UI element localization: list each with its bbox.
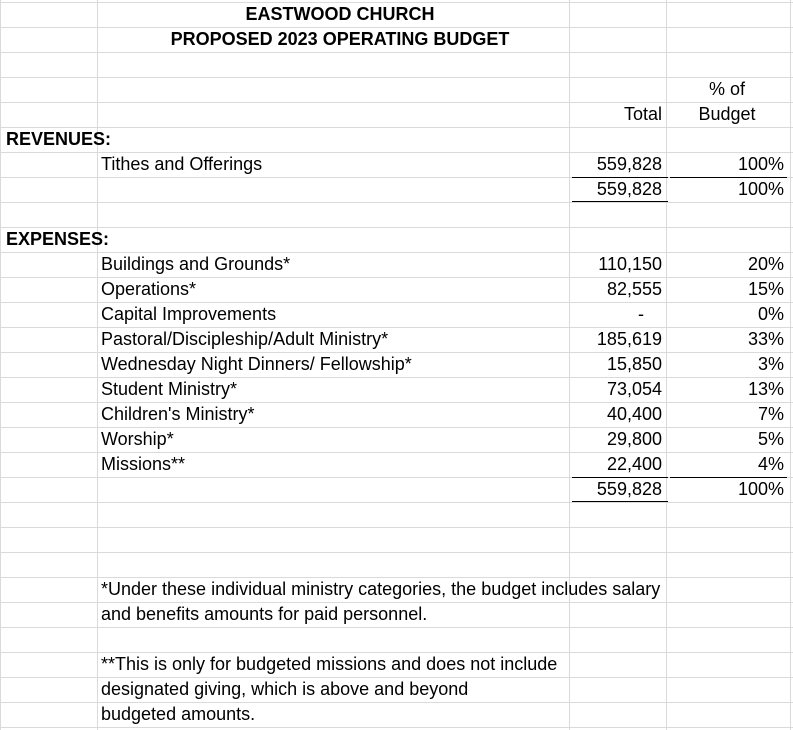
expense-item-total: 185,619 — [596, 329, 662, 349]
expense-item-name: Operations* — [101, 279, 197, 299]
expense-item-pct: 7% — [757, 404, 784, 424]
subtotal-underline — [572, 501, 668, 502]
column-divider — [790, 0, 791, 730]
expense-item-name: Student Ministry* — [101, 379, 238, 399]
expense-item-pct: 3% — [757, 354, 784, 374]
expenses-label: EXPENSES: — [6, 229, 110, 249]
column-divider — [666, 0, 667, 730]
header-pct-line1: % of — [708, 79, 746, 99]
expense-item-pct: 5% — [757, 429, 784, 449]
header-pct-line2: Budget — [698, 104, 756, 124]
expense-item-pct: 15% — [747, 279, 784, 299]
expense-item-name: Missions** — [101, 454, 186, 474]
expense-item-total: 15,850 — [606, 354, 662, 374]
expense-item-pct: 33% — [747, 329, 784, 349]
revenue-subtotal-total: 559,828 — [596, 179, 662, 199]
expense-item-total: 110,150 — [598, 254, 662, 274]
expense-item-total: 73,054 — [606, 379, 662, 399]
title-line1: EASTWOOD CHURCH — [245, 4, 435, 24]
expense-item-name: Worship* — [101, 429, 174, 449]
title-line2: PROPOSED 2023 OPERATING BUDGET — [170, 29, 510, 49]
footnote-1-line1: *Under these individual ministry categories, the budget includes salary — [101, 579, 661, 599]
expense-item-total: - — [638, 304, 644, 324]
expense-subtotal-pct: 100% — [737, 479, 784, 499]
expense-item-pct: 13% — [747, 379, 784, 399]
subtotal-underline — [572, 201, 668, 202]
expense-item-name: Buildings and Grounds* — [101, 254, 291, 274]
expense-item-name: Pastoral/Discipleship/Adult Ministry* — [101, 329, 389, 349]
column-divider — [97, 0, 98, 730]
revenue-item-name: Tithes and Offerings — [101, 154, 263, 174]
footnote-2-line1: **This is only for budgeted missions and does not include — [101, 654, 558, 674]
header-total: Total — [623, 104, 662, 124]
expense-item-total: 29,800 — [606, 429, 662, 449]
expense-item-pct: 4% — [757, 454, 784, 474]
revenue-subtotal-pct: 100% — [737, 179, 784, 199]
expense-item-total: 22,400 — [606, 454, 662, 474]
revenue-item-pct: 100% — [737, 154, 784, 174]
revenue-item-total: 559,828 — [596, 154, 662, 174]
expense-item-pct: 0% — [757, 304, 784, 324]
expense-subtotal-total: 559,828 — [596, 479, 662, 499]
footnote-2-line2: designated giving, which is above and beyond — [101, 679, 469, 699]
expense-item-name: Capital Improvements — [101, 304, 277, 324]
column-divider — [569, 0, 570, 730]
footnote-1-line2: and benefits amounts for paid personnel. — [101, 604, 428, 624]
expense-item-total: 82,555 — [606, 279, 662, 299]
revenues-label: REVENUES: — [6, 129, 112, 149]
expense-item-name: Wednesday Night Dinners/ Fellowship* — [101, 354, 412, 374]
expense-item-total: 40,400 — [606, 404, 662, 424]
expense-item-name: Children's Ministry* — [101, 404, 255, 424]
footnote-2-line3: budgeted amounts. — [101, 704, 256, 724]
expense-item-pct: 20% — [747, 254, 784, 274]
